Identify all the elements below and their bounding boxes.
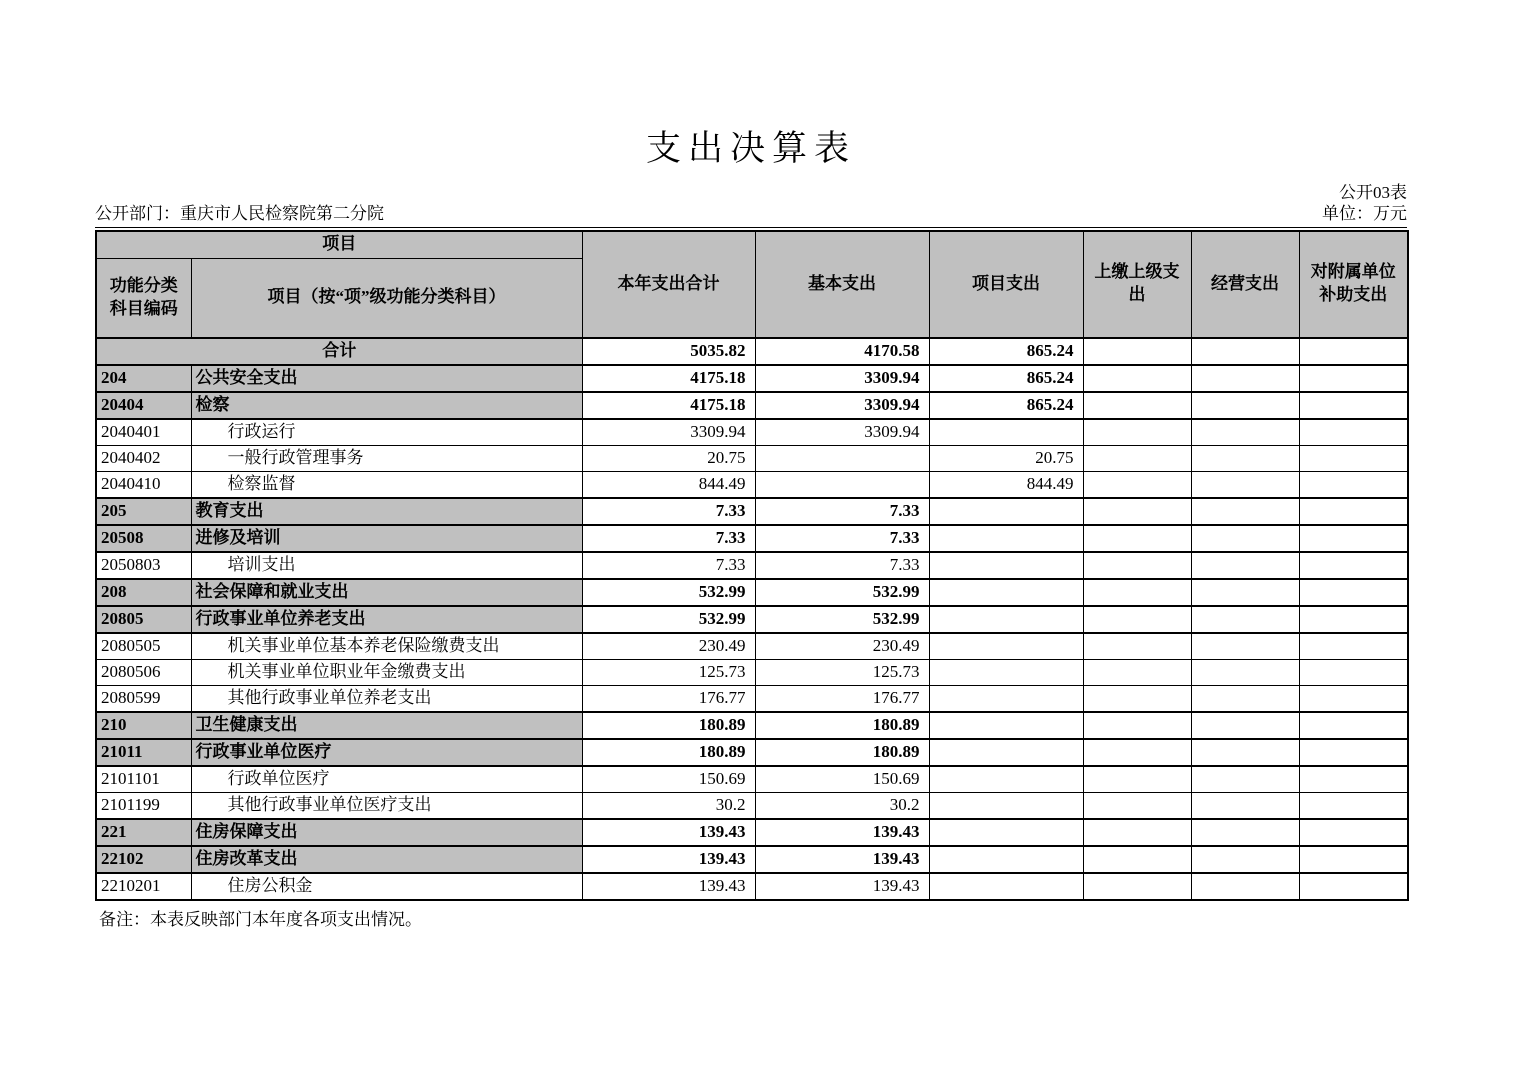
cell-operating xyxy=(1191,365,1299,392)
cell-upper xyxy=(1083,498,1191,525)
cell-project xyxy=(929,525,1083,552)
cell-subsidy xyxy=(1299,739,1408,766)
cell-total: 139.43 xyxy=(582,819,755,846)
cell-item-name: 住房改革支出 xyxy=(191,846,582,873)
cell-total: 176.77 xyxy=(582,685,755,712)
cell-subsidy xyxy=(1299,525,1408,552)
cell-basic: 7.33 xyxy=(755,498,929,525)
cell-operating xyxy=(1191,712,1299,739)
cell-code: 221 xyxy=(96,819,191,846)
cell-total: 7.33 xyxy=(582,552,755,579)
cell-operating xyxy=(1191,338,1299,365)
cell-total: 3309.94 xyxy=(582,419,755,446)
cell-item-name: 行政单位医疗 xyxy=(191,766,582,793)
header-project-expenditure: 项目支出 xyxy=(929,231,1083,338)
cell-operating xyxy=(1191,819,1299,846)
cell-subsidy xyxy=(1299,552,1408,579)
cell-subsidy xyxy=(1299,792,1408,819)
cell-basic: 532.99 xyxy=(755,579,929,606)
cell-code: 2050803 xyxy=(96,552,191,579)
info-line xyxy=(95,203,1407,228)
cell-project: 865.24 xyxy=(929,338,1083,365)
cell-item-name: 行政事业单位医疗 xyxy=(191,739,582,766)
cell-upper xyxy=(1083,579,1191,606)
cell-basic: 150.69 xyxy=(755,766,929,793)
cell-code: 20805 xyxy=(96,606,191,633)
cell-upper xyxy=(1083,712,1191,739)
header-group-row xyxy=(96,231,1408,259)
table-row xyxy=(96,792,1408,819)
cell-total: 180.89 xyxy=(582,739,755,766)
cell-operating xyxy=(1191,552,1299,579)
cell-upper xyxy=(1083,633,1191,660)
cell-total: 180.89 xyxy=(582,712,755,739)
cell-subsidy xyxy=(1299,338,1408,365)
table-row xyxy=(96,873,1408,900)
cell-operating xyxy=(1191,471,1299,498)
cell-basic: 180.89 xyxy=(755,739,929,766)
table-row xyxy=(96,819,1408,846)
cell-operating xyxy=(1191,525,1299,552)
table-row xyxy=(96,712,1408,739)
cell-subsidy xyxy=(1299,846,1408,873)
table-row xyxy=(96,659,1408,685)
header-total-expenditure: 本年支出合计 xyxy=(582,231,755,338)
cell-item-name: 住房保障支出 xyxy=(191,819,582,846)
cell-subsidy xyxy=(1299,392,1408,419)
cell-total: 532.99 xyxy=(582,579,755,606)
cell-project xyxy=(929,712,1083,739)
cell-operating xyxy=(1191,445,1299,471)
cell-operating xyxy=(1191,633,1299,660)
header-basic-expenditure: 基本支出 xyxy=(755,231,929,338)
cell-total: 4175.18 xyxy=(582,392,755,419)
cell-project xyxy=(929,739,1083,766)
cell-item-name: 公共安全支出 xyxy=(191,365,582,392)
cell-total: 139.43 xyxy=(582,846,755,873)
cell-item-name: 一般行政管理事务 xyxy=(191,445,582,471)
cell-project xyxy=(929,606,1083,633)
cell-subsidy xyxy=(1299,498,1408,525)
cell-subsidy xyxy=(1299,633,1408,660)
cell-item-name: 社会保障和就业支出 xyxy=(191,579,582,606)
cell-basic: 230.49 xyxy=(755,633,929,660)
cell-subsidy xyxy=(1299,445,1408,471)
cell-total: 4175.18 xyxy=(582,365,755,392)
cell-total: 230.49 xyxy=(582,633,755,660)
cell-item-name: 教育支出 xyxy=(191,498,582,525)
cell-operating xyxy=(1191,792,1299,819)
cell-upper xyxy=(1083,792,1191,819)
cell-code: 2080505 xyxy=(96,633,191,660)
cell-project xyxy=(929,819,1083,846)
cell-project xyxy=(929,846,1083,873)
cell-project xyxy=(929,792,1083,819)
cell-basic: 3309.94 xyxy=(755,419,929,446)
header-upper-level-expenditure: 上缴上级支出 xyxy=(1083,231,1191,338)
table-row xyxy=(96,338,1408,365)
cell-project xyxy=(929,766,1083,793)
footnote: 备注：本表反映部门本年度各项支出情况。 xyxy=(99,909,422,929)
cell-basic: 139.43 xyxy=(755,846,929,873)
cell-project xyxy=(929,498,1083,525)
cell-subsidy xyxy=(1299,579,1408,606)
cell-code: 2080506 xyxy=(96,659,191,685)
cell-upper xyxy=(1083,846,1191,873)
cell-upper xyxy=(1083,419,1191,446)
cell-code: 22102 xyxy=(96,846,191,873)
cell-item-name: 住房公积金 xyxy=(191,873,582,900)
cell-operating xyxy=(1191,739,1299,766)
cell-project xyxy=(929,579,1083,606)
cell-upper xyxy=(1083,606,1191,633)
cell-total-label: 合计 xyxy=(96,338,582,365)
header-project-group: 项目 xyxy=(96,231,582,259)
cell-item-name: 其他行政事业单位医疗支出 xyxy=(191,792,582,819)
cell-upper xyxy=(1083,338,1191,365)
cell-basic: 7.33 xyxy=(755,525,929,552)
table-row xyxy=(96,685,1408,712)
cell-code: 210 xyxy=(96,712,191,739)
cell-code: 20404 xyxy=(96,392,191,419)
cell-basic: 180.89 xyxy=(755,712,929,739)
cell-subsidy xyxy=(1299,712,1408,739)
cell-upper xyxy=(1083,873,1191,900)
cell-code: 21011 xyxy=(96,739,191,766)
cell-total: 7.33 xyxy=(582,525,755,552)
unit-label: 单位：万元 xyxy=(1322,203,1407,223)
form-code: 公开03表 xyxy=(1339,182,1407,202)
cell-item-name: 检察监督 xyxy=(191,471,582,498)
cell-operating xyxy=(1191,873,1299,900)
cell-upper xyxy=(1083,659,1191,685)
table-header xyxy=(96,231,1408,338)
cell-project: 844.49 xyxy=(929,471,1083,498)
cell-project: 865.24 xyxy=(929,365,1083,392)
cell-code: 204 xyxy=(96,365,191,392)
cell-operating xyxy=(1191,392,1299,419)
cell-total: 125.73 xyxy=(582,659,755,685)
cell-total: 844.49 xyxy=(582,471,755,498)
cell-project: 865.24 xyxy=(929,392,1083,419)
cell-total: 532.99 xyxy=(582,606,755,633)
cell-item-name: 进修及培训 xyxy=(191,525,582,552)
table-body xyxy=(96,338,1408,900)
cell-total: 139.43 xyxy=(582,873,755,900)
cell-project xyxy=(929,659,1083,685)
cell-project xyxy=(929,419,1083,446)
cell-total: 20.75 xyxy=(582,445,755,471)
cell-subsidy xyxy=(1299,419,1408,446)
cell-basic: 125.73 xyxy=(755,659,929,685)
cell-basic: 139.43 xyxy=(755,873,929,900)
table-row xyxy=(96,392,1408,419)
table-row xyxy=(96,445,1408,471)
header-item-name: 项目（按“项”级功能分类科目） xyxy=(191,258,582,338)
table-row xyxy=(96,739,1408,766)
cell-basic: 3309.94 xyxy=(755,365,929,392)
cell-code: 2080599 xyxy=(96,685,191,712)
cell-operating xyxy=(1191,685,1299,712)
table-row xyxy=(96,766,1408,793)
table-row xyxy=(96,579,1408,606)
cell-item-name: 其他行政事业单位养老支出 xyxy=(191,685,582,712)
cell-code: 2101101 xyxy=(96,766,191,793)
cell-basic: 4170.58 xyxy=(755,338,929,365)
expenditure-table xyxy=(95,230,1409,901)
cell-upper xyxy=(1083,445,1191,471)
cell-basic xyxy=(755,471,929,498)
cell-subsidy xyxy=(1299,659,1408,685)
cell-basic: 30.2 xyxy=(755,792,929,819)
header-function-code: 功能分类科目编码 xyxy=(96,258,191,338)
cell-basic: 3309.94 xyxy=(755,392,929,419)
cell-project xyxy=(929,552,1083,579)
cell-code: 208 xyxy=(96,579,191,606)
cell-operating xyxy=(1191,419,1299,446)
cell-upper xyxy=(1083,766,1191,793)
cell-item-name: 培训支出 xyxy=(191,552,582,579)
cell-subsidy xyxy=(1299,365,1408,392)
cell-operating xyxy=(1191,606,1299,633)
table-row xyxy=(96,419,1408,446)
cell-item-name: 卫生健康支出 xyxy=(191,712,582,739)
cell-project xyxy=(929,685,1083,712)
cell-upper xyxy=(1083,739,1191,766)
cell-subsidy xyxy=(1299,685,1408,712)
cell-code: 2040410 xyxy=(96,471,191,498)
table-row xyxy=(96,471,1408,498)
cell-code: 20508 xyxy=(96,525,191,552)
table-row xyxy=(96,633,1408,660)
department-label: 公开部门：重庆市人民检察院第二分院 xyxy=(95,203,384,223)
table-row xyxy=(96,552,1408,579)
cell-subsidy xyxy=(1299,873,1408,900)
cell-code: 205 xyxy=(96,498,191,525)
cell-item-name: 机关事业单位基本养老保险缴费支出 xyxy=(191,633,582,660)
cell-subsidy xyxy=(1299,471,1408,498)
cell-item-name: 行政运行 xyxy=(191,419,582,446)
cell-total: 5035.82 xyxy=(582,338,755,365)
cell-upper xyxy=(1083,819,1191,846)
table-row xyxy=(96,846,1408,873)
cell-total: 150.69 xyxy=(582,766,755,793)
cell-basic xyxy=(755,445,929,471)
cell-code: 2040401 xyxy=(96,419,191,446)
cell-operating xyxy=(1191,498,1299,525)
cell-operating xyxy=(1191,659,1299,685)
cell-upper xyxy=(1083,471,1191,498)
cell-project xyxy=(929,633,1083,660)
document-content xyxy=(95,0,1407,930)
cell-item-name: 检察 xyxy=(191,392,582,419)
header-operating-expenditure: 经营支出 xyxy=(1191,231,1299,338)
cell-total: 30.2 xyxy=(582,792,755,819)
cell-upper xyxy=(1083,685,1191,712)
table-row xyxy=(96,606,1408,633)
cell-code: 2040402 xyxy=(96,445,191,471)
cell-item-name: 行政事业单位养老支出 xyxy=(191,606,582,633)
cell-subsidy xyxy=(1299,766,1408,793)
cell-upper xyxy=(1083,365,1191,392)
cell-operating xyxy=(1191,846,1299,873)
table-row xyxy=(96,365,1408,392)
cell-item-name: 机关事业单位职业年金缴费支出 xyxy=(191,659,582,685)
cell-operating xyxy=(1191,766,1299,793)
cell-total: 7.33 xyxy=(582,498,755,525)
cell-basic: 176.77 xyxy=(755,685,929,712)
cell-project xyxy=(929,873,1083,900)
cell-upper xyxy=(1083,392,1191,419)
cell-operating xyxy=(1191,579,1299,606)
header-subsidy-expenditure: 对附属单位补助支出 xyxy=(1299,231,1408,338)
cell-upper xyxy=(1083,552,1191,579)
cell-code: 2210201 xyxy=(96,873,191,900)
page-title: 支出决算表 xyxy=(645,129,856,168)
cell-upper xyxy=(1083,525,1191,552)
cell-project: 20.75 xyxy=(929,445,1083,471)
table-row xyxy=(96,525,1408,552)
table-row xyxy=(96,498,1408,525)
cell-subsidy xyxy=(1299,606,1408,633)
cell-basic: 532.99 xyxy=(755,606,929,633)
cell-basic: 7.33 xyxy=(755,552,929,579)
cell-subsidy xyxy=(1299,819,1408,846)
cell-code: 2101199 xyxy=(96,792,191,819)
cell-basic: 139.43 xyxy=(755,819,929,846)
